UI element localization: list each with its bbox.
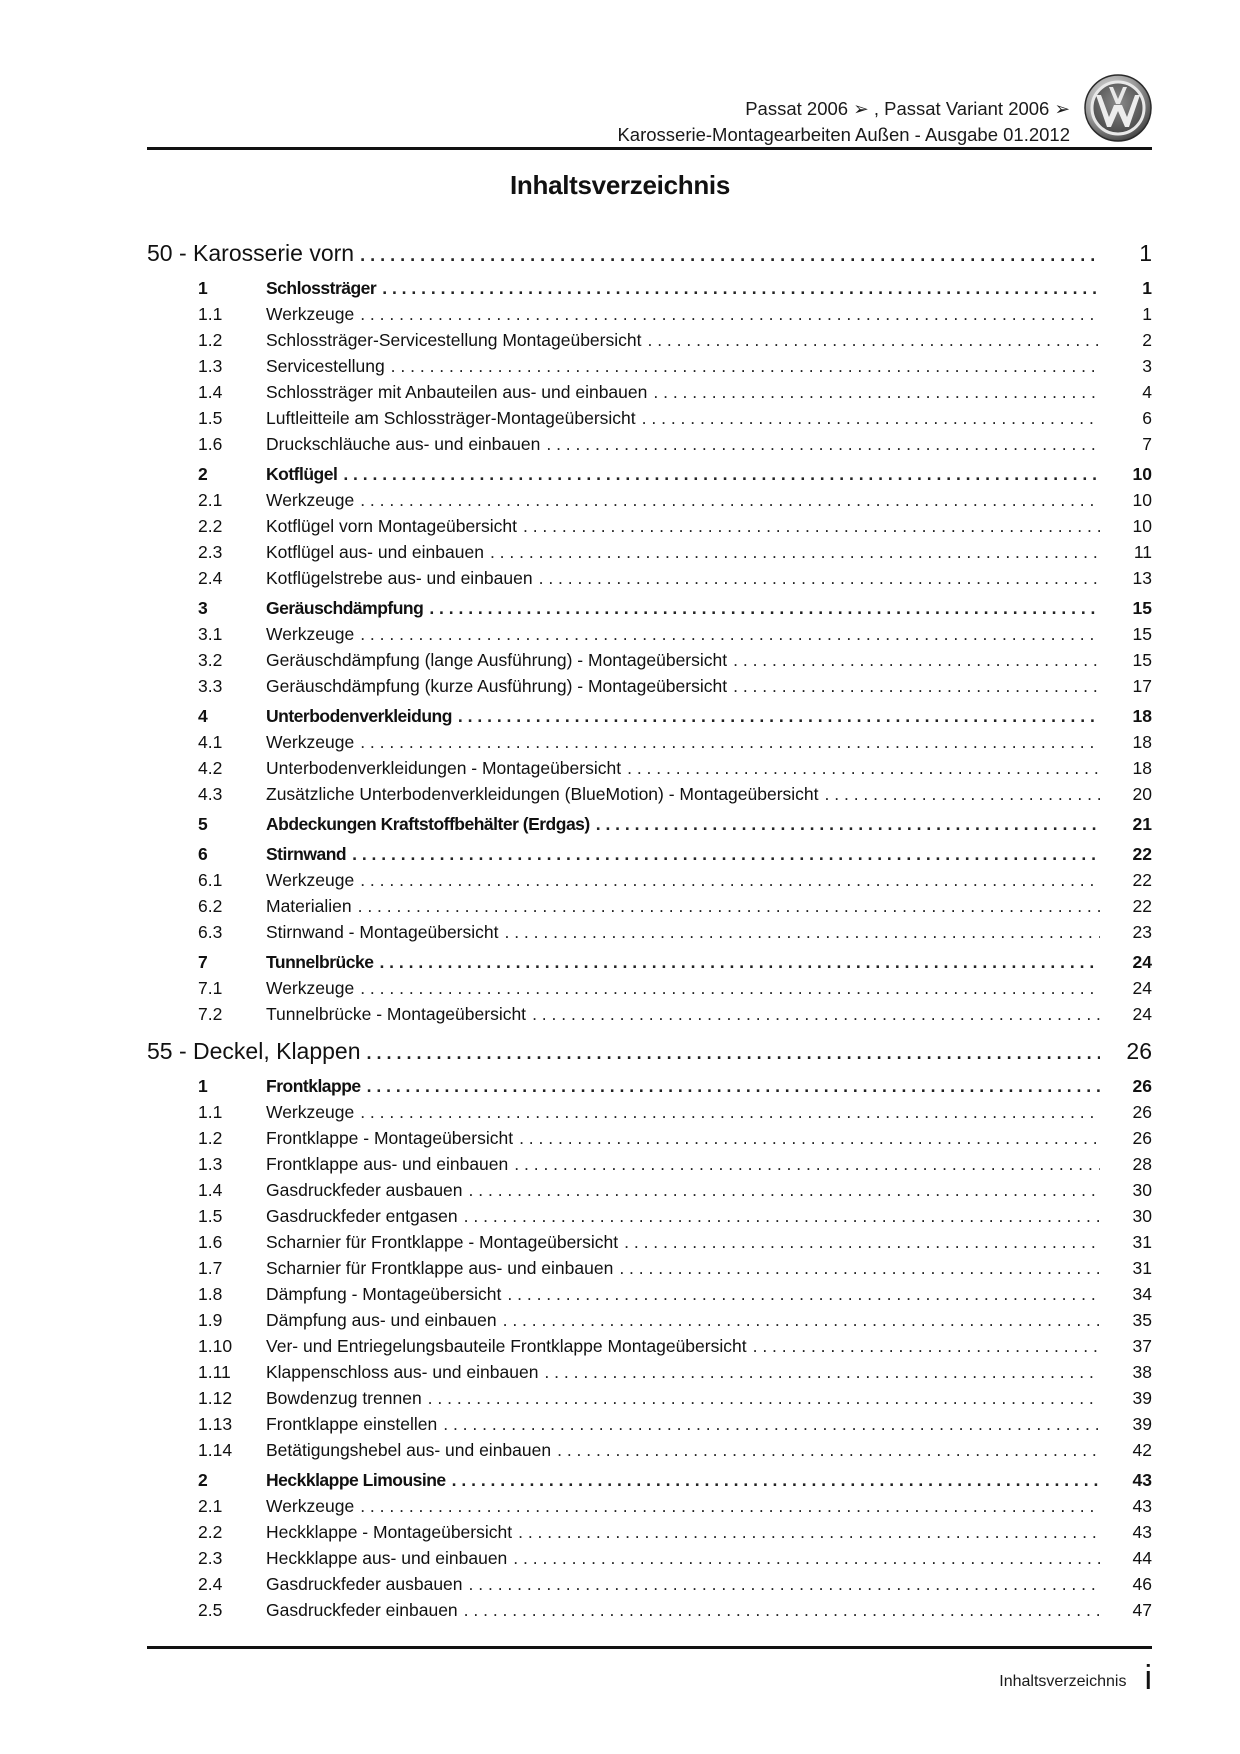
toc-entry[interactable]	[147, 758, 1152, 784]
entry-number: 1.5	[198, 408, 223, 428]
entry-title: Luftleitteile am Schlossträger-Montageübersicht	[266, 408, 636, 428]
entry-title: Servicestellung	[266, 356, 385, 376]
page-number: 18	[1132, 706, 1152, 726]
page-number: 26	[1132, 1128, 1152, 1148]
toc-entry[interactable]	[147, 1414, 1152, 1440]
entry-number: 1.2	[198, 1128, 223, 1148]
page-number: 42	[1132, 1440, 1152, 1460]
chapter-title: 50 - Karosserie vorn	[147, 240, 355, 266]
entry-number: 2.1	[198, 1496, 223, 1516]
footer-page-number: i	[1144, 1659, 1152, 1697]
running-header	[147, 96, 1070, 148]
page-number: 7	[1142, 434, 1152, 454]
entry-number: 2.2	[198, 1522, 223, 1542]
page-number: 1	[1142, 278, 1152, 298]
toc-entry[interactable]	[147, 382, 1152, 408]
dot-leader	[367, 1043, 1100, 1064]
dot-leader	[490, 542, 1100, 563]
page-number: 26	[1132, 1076, 1152, 1096]
section-title: Schlossträger	[266, 278, 377, 298]
dot-leader	[514, 1154, 1100, 1175]
page-number: 24	[1132, 952, 1152, 972]
dot-leader	[546, 434, 1100, 455]
entry-number: 1.12	[198, 1388, 233, 1408]
dot-leader	[360, 978, 1100, 999]
toc-entry[interactable]	[147, 1154, 1152, 1180]
entry-title: Tunnelbrücke - Montageübersicht	[266, 1004, 527, 1024]
page-number: 35	[1132, 1310, 1152, 1330]
entry-title: Gasdruckfeder entgasen	[266, 1206, 458, 1226]
page-number: 43	[1132, 1522, 1152, 1542]
section-number: 1	[198, 278, 208, 298]
entry-number: 1.11	[198, 1362, 231, 1382]
dot-leader	[360, 245, 1100, 266]
dot-leader	[360, 732, 1100, 753]
toc-entry[interactable]	[147, 568, 1152, 594]
dot-leader	[557, 1440, 1100, 1461]
vw-logo-icon	[1083, 73, 1153, 143]
entry-title: Scharnier für Frontklappe - Montageübersicht	[266, 1232, 619, 1252]
entry-number: 4.1	[198, 732, 223, 752]
page-number: 38	[1132, 1362, 1152, 1382]
dot-leader	[523, 516, 1100, 537]
entry-title: Geräuschdämpfung (kurze Ausführung) - Montageübersicht	[266, 676, 728, 696]
dot-leader	[428, 1388, 1100, 1409]
dot-leader	[653, 382, 1100, 403]
toc-entry[interactable]	[147, 1336, 1152, 1362]
toc-chapter[interactable]	[147, 240, 1152, 274]
dot-leader	[358, 896, 1100, 917]
page-number: 24	[1132, 1004, 1152, 1024]
entry-title: Werkzeuge	[266, 304, 355, 324]
dot-leader	[360, 490, 1100, 511]
page-number: 15	[1132, 650, 1152, 670]
entry-number: 1.3	[198, 1154, 223, 1174]
toc-entry[interactable]	[147, 870, 1152, 896]
dot-leader	[469, 1574, 1100, 1595]
entry-number: 2.1	[198, 490, 223, 510]
entry-title: Werkzeuge	[266, 490, 355, 510]
section-title: Geräuschdämpfung	[266, 598, 424, 618]
dot-leader	[539, 568, 1100, 589]
entry-title: Gasdruckfeder ausbauen	[266, 1180, 463, 1200]
page-number: 34	[1132, 1284, 1152, 1304]
page-number: 10	[1132, 516, 1152, 536]
page-number: 21	[1132, 814, 1152, 834]
dot-leader	[452, 1470, 1100, 1491]
toc-entry[interactable]	[147, 624, 1152, 650]
dot-leader	[343, 464, 1100, 485]
toc-entry[interactable]	[147, 978, 1152, 1004]
toc-entry[interactable]	[147, 1180, 1152, 1206]
section-title: Kotflügel	[266, 464, 338, 484]
toc-section[interactable]	[147, 1470, 1152, 1496]
dot-leader	[733, 676, 1100, 697]
page-number: 17	[1132, 676, 1152, 696]
section-number: 7	[198, 952, 208, 972]
toc-entry[interactable]	[147, 1128, 1152, 1154]
entry-title: Dämpfung aus- und einbauen	[266, 1310, 497, 1330]
toc-section[interactable]	[147, 464, 1152, 490]
toc-entry[interactable]	[147, 1388, 1152, 1414]
page-number: 10	[1132, 490, 1152, 510]
entry-number: 3.3	[198, 676, 223, 696]
entry-number: 3.1	[198, 624, 223, 644]
section-title: Stirnwand	[266, 844, 347, 864]
section-title: Unterbodenverkleidung	[266, 706, 452, 726]
entry-number: 6.2	[198, 896, 223, 916]
page-number: 39	[1132, 1388, 1152, 1408]
dot-leader	[360, 1102, 1100, 1123]
entry-number: 2.4	[198, 1574, 223, 1594]
dot-leader	[503, 1310, 1100, 1331]
page-number: 4	[1142, 382, 1152, 402]
dot-leader	[513, 1548, 1100, 1569]
dot-leader	[753, 1336, 1100, 1357]
page-number: 30	[1132, 1206, 1152, 1226]
header-rule	[147, 147, 1152, 150]
page-number: 24	[1132, 978, 1152, 998]
entry-number: 1.5	[198, 1206, 223, 1226]
dot-leader	[507, 1284, 1100, 1305]
page-number: 47	[1132, 1600, 1152, 1620]
entry-title: Gasdruckfeder ausbauen	[266, 1574, 463, 1594]
page-number: 26	[1126, 1038, 1152, 1064]
page-number: 13	[1132, 568, 1152, 588]
toc-entry[interactable]	[147, 922, 1152, 948]
page-number: 2	[1142, 330, 1152, 350]
dot-leader	[429, 598, 1100, 619]
toc-entry[interactable]	[147, 1004, 1152, 1030]
page-number: 11	[1133, 542, 1152, 562]
entry-number: 6.3	[198, 922, 223, 942]
entry-title: Klappenschloss aus- und einbauen	[266, 1362, 539, 1382]
entry-title: Materialien	[266, 896, 352, 916]
entry-title: Heckklappe aus- und einbauen	[266, 1548, 508, 1568]
section-number: 5	[198, 814, 208, 834]
page-number: 1	[1139, 240, 1152, 266]
page-number: 6	[1142, 408, 1152, 428]
toc-entry[interactable]	[147, 1232, 1152, 1258]
entry-title: Heckklappe - Montageübersicht	[266, 1522, 513, 1542]
page-number: 43	[1132, 1470, 1152, 1490]
entry-title: Frontklappe - Montageübersicht	[266, 1128, 514, 1148]
toc-entry[interactable]	[147, 330, 1152, 356]
entry-number: 2.5	[198, 1600, 223, 1620]
dot-leader	[382, 278, 1100, 299]
page-number: 18	[1132, 732, 1152, 752]
entry-number: 1.14	[198, 1440, 233, 1460]
entry-title: Betätigungshebel aus- und einbauen	[266, 1440, 552, 1460]
section-number: 2	[198, 1470, 208, 1490]
section-title: Tunnelbrücke	[266, 952, 374, 972]
page-number: 22	[1132, 844, 1152, 864]
entry-title: Werkzeuge	[266, 978, 355, 998]
entry-number: 1.4	[198, 382, 223, 402]
toc-entry[interactable]	[147, 434, 1152, 460]
page-number: 18	[1132, 758, 1152, 778]
toc-entry[interactable]	[147, 732, 1152, 758]
toc-entry[interactable]	[147, 676, 1152, 702]
entry-title: Kotflügel vorn Montageübersicht	[266, 516, 517, 536]
entry-title: Frontklappe einstellen	[266, 1414, 438, 1434]
dot-leader	[458, 706, 1100, 727]
dot-leader	[360, 870, 1100, 891]
page-number: 37	[1132, 1336, 1152, 1356]
entry-number: 7.2	[198, 1004, 223, 1024]
dot-leader	[360, 624, 1100, 645]
section-number: 4	[198, 706, 208, 726]
dot-leader	[519, 1128, 1100, 1149]
entry-title: Druckschläuche aus- und einbauen	[266, 434, 541, 454]
entry-title: Kotflügelstrebe aus- und einbauen	[266, 568, 533, 588]
entry-title: Werkzeuge	[266, 1102, 355, 1122]
page-number: 31	[1132, 1258, 1152, 1278]
chapter-spacer	[147, 1030, 1152, 1038]
page-number: 20	[1132, 784, 1152, 804]
entry-number: 3.2	[198, 650, 223, 670]
toc-section[interactable]	[147, 1076, 1152, 1102]
entry-number: 2.4	[198, 568, 223, 588]
toc-entry[interactable]	[147, 1258, 1152, 1284]
entry-number: 1.6	[198, 1232, 223, 1252]
section-title: Heckklappe Limousine	[266, 1470, 446, 1490]
page-number: 39	[1132, 1414, 1152, 1434]
entry-number: 1.2	[198, 330, 223, 350]
header-model-line: Passat 2006 ➢ , Passat Variant 2006 ➢	[745, 98, 1070, 119]
entry-title: Werkzeuge	[266, 870, 355, 890]
entry-number: 1.9	[198, 1310, 223, 1330]
entry-title: Scharnier für Frontklappe aus- und einbauen	[266, 1258, 614, 1278]
footer-label: Inhaltsverzeichnis	[999, 1673, 1127, 1690]
entry-title: Kotflügel aus- und einbauen	[266, 542, 484, 562]
entry-number: 2.3	[198, 542, 223, 562]
dot-leader	[647, 330, 1100, 351]
toc-entry[interactable]	[147, 1102, 1152, 1128]
entry-title: Unterbodenverkleidungen - Montageübersicht	[266, 758, 622, 778]
dot-leader	[360, 1496, 1100, 1517]
section-number: 6	[198, 844, 208, 864]
entry-number: 1.3	[198, 356, 223, 376]
toc-entry[interactable]	[147, 1362, 1152, 1388]
dot-leader	[443, 1414, 1100, 1435]
entry-number: 1.1	[198, 1102, 223, 1122]
dot-leader	[825, 784, 1100, 805]
entry-title: Geräuschdämpfung (lange Ausführung) - Montageübersicht	[266, 650, 728, 670]
entry-title: Zusätzliche Unterbodenverkleidungen (BlueMotion) - Montageübersicht	[266, 784, 819, 804]
section-number: 2	[198, 464, 208, 484]
table-of-contents	[147, 240, 1152, 1626]
entry-title: Werkzeuge	[266, 624, 355, 644]
page-number: 1	[1142, 304, 1152, 324]
section-title: Frontklappe	[266, 1076, 361, 1096]
toc-chapter[interactable]	[147, 1038, 1152, 1072]
entry-number: 1.7	[198, 1258, 223, 1278]
toc-entry[interactable]	[147, 1522, 1152, 1548]
dot-leader	[532, 1004, 1100, 1025]
entry-number: 4.3	[198, 784, 223, 804]
toc-section[interactable]	[147, 814, 1152, 840]
chapter-title: 55 - Deckel, Klappen	[147, 1038, 361, 1064]
page-number: 30	[1132, 1180, 1152, 1200]
section-number: 1	[198, 1076, 208, 1096]
toc-entry[interactable]	[147, 1284, 1152, 1310]
page-number: 10	[1132, 464, 1152, 484]
header-manual-line: Karosserie-Montagearbeiten Außen - Ausgabe 01.2012	[617, 124, 1070, 145]
toc-section[interactable]	[147, 278, 1152, 304]
entry-title: Schlossträger-Servicestellung Montageübersicht	[266, 330, 642, 350]
toc-entry[interactable]	[147, 408, 1152, 434]
toc-entry[interactable]	[147, 896, 1152, 922]
toc-entry[interactable]	[147, 304, 1152, 330]
toc-entry[interactable]	[147, 1206, 1152, 1232]
dot-leader	[360, 304, 1100, 325]
dot-leader	[367, 1076, 1100, 1097]
dot-leader	[391, 356, 1100, 377]
entry-number: 1.1	[198, 304, 223, 324]
page-number: 46	[1132, 1574, 1152, 1594]
dot-leader	[642, 408, 1100, 429]
page-number: 23	[1132, 922, 1152, 942]
entry-number: 2.3	[198, 1548, 223, 1568]
entry-number: 1.6	[198, 434, 223, 454]
toc-entry[interactable]	[147, 1310, 1152, 1336]
entry-number: 1.8	[198, 1284, 223, 1304]
dot-leader	[624, 1232, 1100, 1253]
dot-leader	[733, 650, 1100, 671]
entry-number: 2.2	[198, 516, 223, 536]
dot-leader	[352, 844, 1100, 865]
dot-leader	[464, 1206, 1100, 1227]
page-number: 26	[1132, 1102, 1152, 1122]
dot-leader	[464, 1600, 1100, 1621]
entry-title: Werkzeuge	[266, 1496, 355, 1516]
entry-number: 1.10	[198, 1336, 233, 1356]
page-number: 15	[1132, 598, 1152, 618]
toc-entry[interactable]	[147, 542, 1152, 568]
entry-title: Dämpfung - Montageübersicht	[266, 1284, 502, 1304]
entry-number: 1.4	[198, 1180, 223, 1200]
dot-leader	[504, 922, 1100, 943]
page-number: 3	[1142, 356, 1152, 376]
entry-title: Werkzeuge	[266, 732, 355, 752]
page-number: 28	[1132, 1154, 1152, 1174]
toc-section[interactable]	[147, 706, 1152, 732]
dot-leader	[518, 1522, 1100, 1543]
entry-title: Gasdruckfeder einbauen	[266, 1600, 458, 1620]
running-footer	[999, 1661, 1152, 1695]
toc-entry[interactable]	[147, 1574, 1152, 1600]
toc-entry[interactable]	[147, 650, 1152, 676]
toc-entry[interactable]	[147, 784, 1152, 810]
toc-entry[interactable]	[147, 356, 1152, 382]
toc-entry[interactable]	[147, 1600, 1152, 1626]
entry-number: 7.1	[198, 978, 223, 998]
page-number: 15	[1132, 624, 1152, 644]
dot-leader	[619, 1258, 1100, 1279]
entry-title: Bowdenzug trennen	[266, 1388, 422, 1408]
entry-title: Ver- und Entriegelungsbauteile Frontklappe Montageübersicht	[266, 1336, 747, 1356]
section-number: 3	[198, 598, 208, 618]
entry-title: Frontklappe aus- und einbauen	[266, 1154, 509, 1174]
page-number: 31	[1132, 1232, 1152, 1252]
toc-section[interactable]	[147, 952, 1152, 978]
dot-leader	[596, 814, 1100, 835]
toc-entry[interactable]	[147, 1496, 1152, 1522]
page-number: 22	[1132, 870, 1152, 890]
page-number: 43	[1132, 1496, 1152, 1516]
page-number: 44	[1132, 1548, 1152, 1568]
toc-entry[interactable]	[147, 516, 1152, 542]
toc-section[interactable]	[147, 598, 1152, 624]
dot-leader	[379, 952, 1100, 973]
entry-number: 6.1	[198, 870, 223, 890]
entry-number: 1.13	[198, 1414, 233, 1434]
toc-section[interactable]	[147, 844, 1152, 870]
section-title: Abdeckungen Kraftstoffbehälter (Erdgas)	[266, 814, 590, 834]
toc-entry[interactable]	[147, 1548, 1152, 1574]
toc-entry[interactable]	[147, 1440, 1152, 1466]
footer-rule	[147, 1646, 1152, 1649]
entry-number: 4.2	[198, 758, 223, 778]
page-number: 22	[1132, 896, 1152, 916]
entry-title: Stirnwand - Montageübersicht	[266, 922, 499, 942]
entry-title: Schlossträger mit Anbauteilen aus- und einbauen	[266, 382, 648, 402]
page-title: Inhaltsverzeichnis	[509, 170, 731, 200]
toc-entry[interactable]	[147, 490, 1152, 516]
dot-leader	[627, 758, 1100, 779]
dot-leader	[544, 1362, 1100, 1383]
dot-leader	[469, 1180, 1100, 1201]
